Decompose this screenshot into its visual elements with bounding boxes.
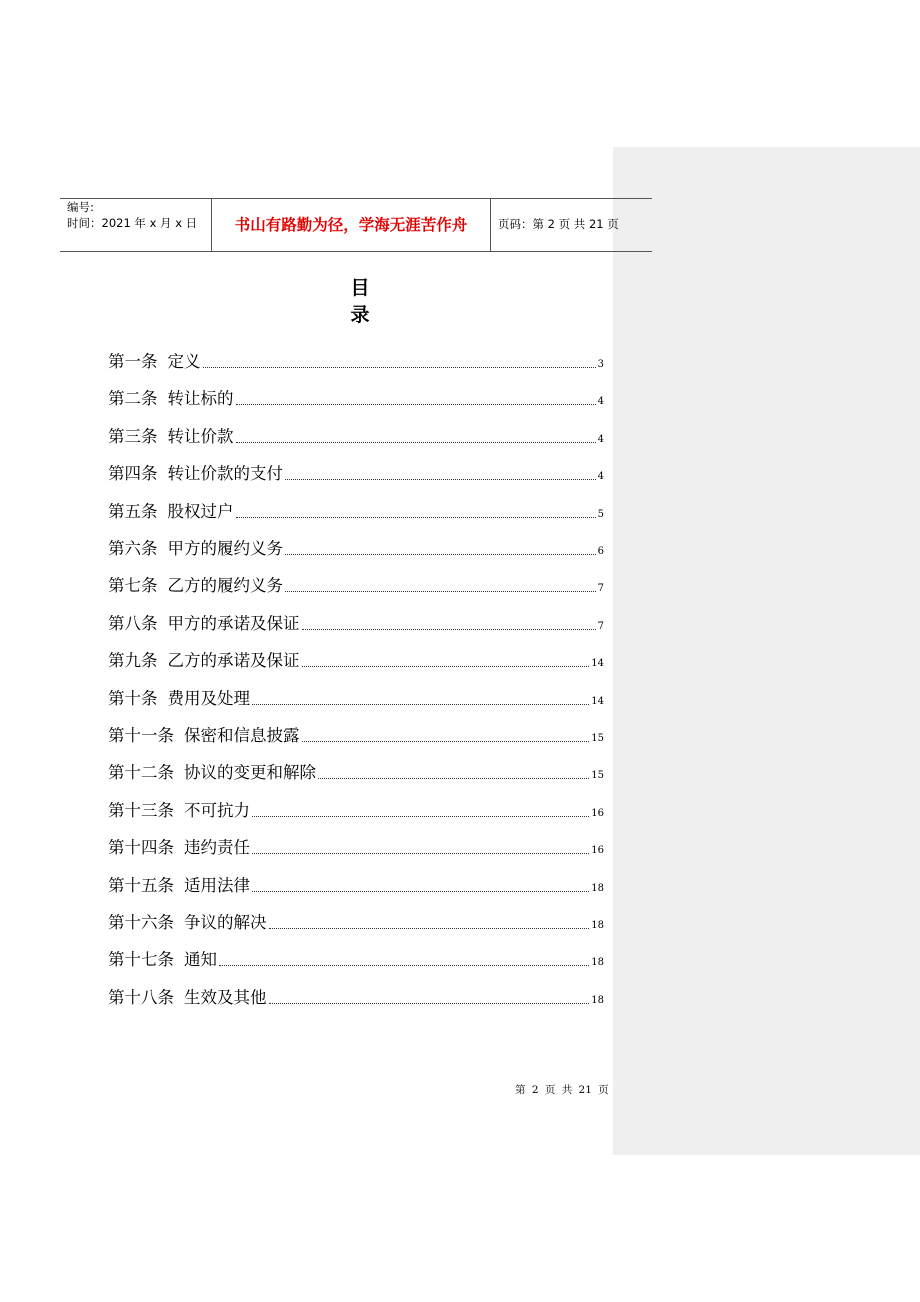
toc-entry-article: 第十三条 [108, 800, 174, 820]
toc-entry-article: 第十八条 [108, 987, 174, 1007]
toc-entry-article: 第五条 [108, 501, 158, 521]
toc-entry-leader [302, 666, 590, 667]
toc-entry-article: 第三条 [108, 426, 158, 446]
toc-entry-article: 第十四条 [108, 838, 174, 858]
toc-entry-title: 争议的解决 [184, 913, 267, 932]
toc-entry-title: 保密和信息披露 [184, 726, 300, 745]
toc-entry-title: 转让标的 [167, 389, 234, 409]
toc-entry-leader [252, 853, 589, 854]
toc-entry-title: 转让价款 [167, 426, 234, 446]
toc-entry-article: 第一条 [108, 352, 158, 371]
toc-entry[interactable] [108, 874, 604, 896]
toc-entry[interactable] [108, 537, 604, 559]
toc-entry-leader [269, 928, 590, 929]
toc-entry[interactable] [108, 425, 604, 447]
toc-entry-page: 18 [591, 920, 604, 931]
toc-title: 目 录 [350, 277, 390, 326]
toc-entry-page: 15 [591, 733, 604, 744]
toc-entry-page: 3 [597, 359, 604, 370]
toc-entry-title: 乙方的承诺及保证 [167, 651, 300, 671]
toc-entry-title: 通知 [184, 950, 217, 970]
toc-entry-title: 违约责任 [184, 838, 250, 858]
toc-entry-page: 6 [597, 546, 604, 557]
toc-entry-leader [252, 704, 589, 705]
comment-pane [613, 147, 920, 1155]
toc-entry-article: 第十二条 [108, 763, 174, 783]
toc-entry-article: 第四条 [108, 464, 158, 484]
toc-entry-page: 16 [591, 807, 604, 819]
toc-entry-title: 甲方的承诺及保证 [167, 613, 300, 633]
toc-entry-article: 第二条 [108, 389, 158, 409]
toc-entry-title: 定义 [167, 352, 201, 371]
toc-entry-leader [285, 479, 596, 480]
toc-entry[interactable] [108, 836, 604, 858]
toc-entry-leader [302, 741, 590, 742]
toc-entry-article: 第十六条 [108, 913, 174, 932]
toc-entry-leader [285, 554, 596, 555]
toc-entry-page: 15 [591, 770, 604, 782]
toc-entry[interactable] [108, 986, 604, 1008]
toc-entry-article: 第七条 [108, 576, 158, 596]
toc-entry[interactable] [108, 687, 604, 709]
toc-entry-page: 16 [591, 845, 604, 857]
toc-entry[interactable] [108, 948, 604, 970]
date-label: 时间：2021 年 x 月 x 日 [67, 216, 198, 230]
toc-entry-leader [302, 629, 596, 630]
toc-entry-title: 费用及处理 [167, 688, 250, 708]
toc-entry-page: 14 [591, 695, 604, 707]
toc-entry-article: 第十七条 [108, 950, 174, 970]
toc-entry-article: 第九条 [108, 651, 158, 671]
header-motto: 书山有路勤为径，学海无涯苦作舟 [234, 216, 468, 234]
toc-entry-page: 4 [597, 433, 604, 445]
toc-entry[interactable] [108, 462, 604, 484]
toc-entry[interactable] [108, 799, 604, 821]
toc-entry-page: 18 [591, 882, 604, 894]
toc-entry-leader [318, 778, 589, 779]
toc-entry-article: 第十一条 [108, 726, 174, 745]
header-page-code: 页码：第 2 页 共 21 页 [498, 217, 619, 231]
toc-entry-article: 第十条 [108, 688, 158, 708]
serial-label: 编号: [67, 200, 94, 214]
toc-entry[interactable] [108, 761, 604, 783]
toc-entry-page: 18 [591, 994, 604, 1006]
toc-entry[interactable] [108, 724, 604, 746]
toc-entry-leader [285, 591, 596, 592]
toc-entry-page: 4 [597, 471, 604, 483]
toc-entry-article: 第六条 [108, 539, 158, 558]
toc-entry[interactable] [108, 500, 604, 522]
toc-entry-title: 适用法律 [184, 875, 250, 895]
toc-entry[interactable] [108, 350, 604, 372]
toc-entry-leader [236, 404, 596, 405]
toc-entry-leader [252, 816, 589, 817]
toc-entry-title: 甲方的履约义务 [167, 539, 283, 558]
toc-entry[interactable] [108, 612, 604, 634]
toc-entry-leader [252, 891, 589, 892]
header-divider-right [490, 198, 491, 251]
toc-entry[interactable] [108, 387, 604, 409]
header-meta [67, 199, 212, 231]
toc-entry-page: 4 [597, 396, 604, 408]
toc-entry-title: 转让价款的支付 [167, 464, 283, 484]
toc-entry[interactable] [108, 574, 604, 596]
toc-entry-page: 7 [597, 583, 604, 595]
toc-entry-page: 14 [591, 658, 604, 670]
toc-entry-page: 7 [597, 620, 604, 632]
toc-entry-leader [219, 965, 589, 966]
toc-entry-leader [236, 517, 596, 518]
toc-entry-title: 生效及其他 [184, 987, 267, 1007]
page-footer: 第 2 页 共 21 页 [515, 1084, 609, 1096]
toc-entry[interactable] [108, 649, 604, 671]
toc-entry-title: 协议的变更和解除 [184, 763, 316, 783]
toc-entry[interactable] [108, 911, 604, 933]
toc-entry-leader [269, 1003, 590, 1004]
toc-entry-title: 乙方的履约义务 [167, 576, 283, 596]
toc-entry-article: 第八条 [108, 613, 158, 633]
toc-entry-leader [236, 442, 596, 443]
toc-entry-title: 不可抗力 [184, 800, 250, 820]
header-bottom-rule [60, 251, 652, 252]
toc-entry-title: 股权过户 [167, 501, 234, 521]
toc-entry-page: 5 [597, 508, 604, 520]
toc-entry-article: 第十五条 [108, 875, 174, 895]
toc-entry-page: 18 [591, 957, 604, 969]
toc-entry-leader [203, 367, 596, 368]
